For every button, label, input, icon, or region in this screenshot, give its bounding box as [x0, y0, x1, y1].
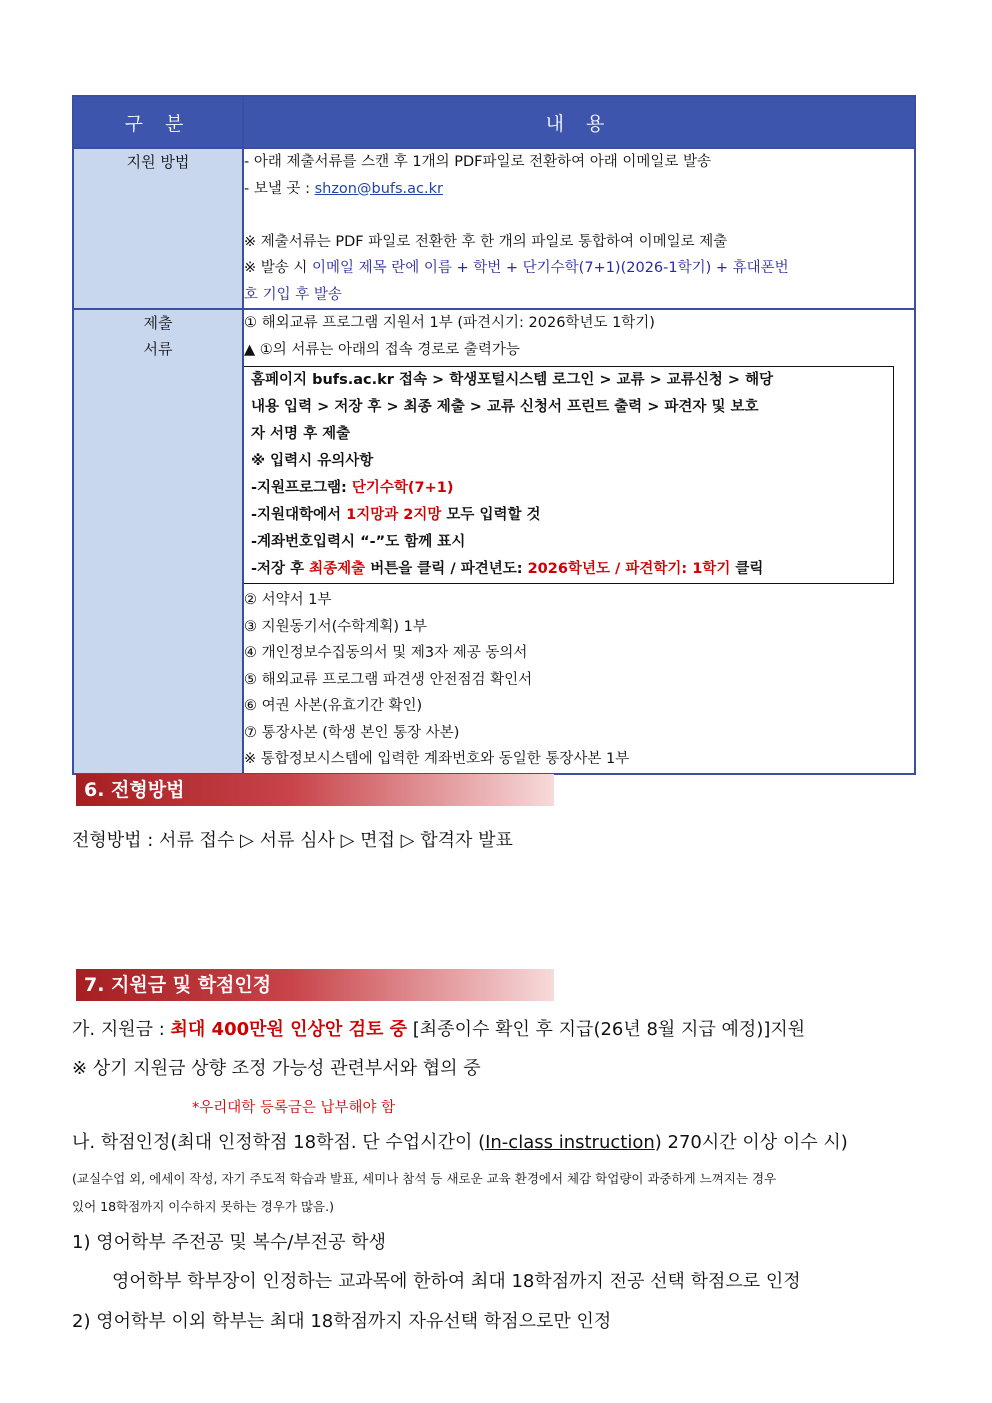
funding-note: ※ 상기 지원금 상향 조정 가능성 관련부서와 협의 중 [72, 1058, 481, 1079]
selection-process-text: 전형방법 : 서류 접수 ▷ 서류 심사 ▷ 면접 ▷ 합격자 발표 [72, 830, 513, 851]
email-link[interactable]: shzon@bufs.ac.kr [314, 180, 443, 197]
doc-item-4: ④ 개인정보수집동의서 및 제3자 제공 동의서 [244, 645, 528, 661]
box-line-7: -계좌번호입력시 “-”도 함께 표시 [251, 534, 466, 550]
box-line-2: 내용 입력 > 저장 후 > 최종 제출 > 교류 신청서 프린트 출력 > 파견자 및 보호 [251, 399, 759, 415]
header-category: 구 분 [73, 96, 243, 148]
row-label-application-method: 지원 방법 [73, 148, 243, 309]
table-row-documents [73, 309, 915, 774]
tuition-note: *우리대학 등록금은 납부해야 함 [192, 1100, 396, 1116]
funding-prefix: 가. 지원금 : [72, 1019, 171, 1040]
note-prefix: ※ 발송 시 [244, 260, 312, 276]
box-line-8 [251, 556, 887, 583]
method-line-1: - 아래 제출서류를 스캔 후 1개의 PDF파일로 전환하여 아래 이메일로 발송 [244, 154, 711, 170]
table-row-application-method [73, 148, 915, 309]
portal-instructions-box [242, 366, 894, 584]
doc-item-1-note: ▲ ①의 서류는 아래의 접속 경로로 출력가능 [244, 341, 520, 358]
box-line-3: 자 서명 후 제출 [251, 426, 351, 442]
method-line-2 [244, 176, 914, 203]
method-note-2 [244, 255, 914, 282]
in-class-instruction: In-class instruction [485, 1132, 655, 1153]
box-line-4: ※ 입력시 유의사항 [251, 453, 374, 469]
table-header-row [73, 96, 915, 148]
row-content-documents [243, 309, 915, 774]
email-subject-rule: 이메일 제목 란에 이름 + 학번 + 단기수학(7+1)(2026-1학기) + 휴대폰번 [312, 260, 789, 276]
box-line-5 [251, 475, 887, 502]
method-note-2-cont: 호 기입 후 발송 [244, 286, 342, 303]
funding-amount: 최대 400만원 인상안 검토 중 [170, 1019, 408, 1040]
section-6-heading: 6. 전형방법 [76, 774, 554, 806]
year-semester-value: 2026학년도 / 파견학기: 1학기 [527, 561, 731, 577]
box-line-6 [251, 502, 887, 529]
header-content: 내 용 [243, 96, 915, 148]
final-submit-label: 최종제출 [309, 561, 366, 577]
doc-item-3: ③ 지원동기서(수학계획) 1부 [244, 618, 427, 635]
program-label: -지원프로그램: [251, 480, 352, 496]
univ-label: -지원대학에서 [251, 507, 347, 523]
credit-item-1-text: 영어학부 학부장이 인정하는 교과목에 한하여 최대 18학점까지 전공 선택 학점으로 인정 [112, 1271, 801, 1292]
year-label: 버튼을 클릭 / 파견년도: [365, 561, 528, 577]
method-note-1: ※ 제출서류는 PDF 파일로 전환한 후 한 개의 파일로 통합하여 이메일로 제출 [244, 233, 728, 250]
application-info-table [72, 95, 916, 775]
save-label: -저장 후 [251, 561, 310, 577]
label-line-1: 제출 [143, 314, 173, 332]
doc-item-7-note: ※ 통합정보시스템에 입력한 계좌번호와 동일한 통장사본 1부 [244, 751, 630, 767]
box-line-1: 홈페이지 bufs.ac.kr 접속 > 학생포털시스템 로그인 > 교류 > 교류신청 > 해당 [251, 372, 774, 388]
click-label: 클릭 [730, 561, 764, 577]
credit-suffix: ) 270시간 이상 이수 시) [654, 1132, 848, 1153]
credit-item-2: 2) 영어학부 이외 학부는 최대 18학점까지 자유선택 학점으로만 인정 [72, 1311, 612, 1332]
section-7-heading: 7. 지원금 및 학점인정 [76, 969, 554, 1001]
doc-item-5: ⑤ 해외교류 프로그램 파견생 안전점검 확인서 [244, 671, 533, 688]
credit-item-1-title: 1) 영어학부 주전공 및 복수/부전공 학생 [72, 1232, 386, 1253]
doc-item-2: ② 서약서 1부 [244, 592, 332, 608]
blank-line [244, 202, 914, 229]
funding-suffix: [최종이수 확인 후 지급(26년 8월 지급 예정)]지원 [407, 1019, 806, 1040]
credit-prefix: 나. 학점인정(최대 인정학점 18학점. 단 수업시간이 ( [72, 1132, 486, 1153]
credit-note-2: 있어 18학점까지 이수하지 못하는 경우가 많음.) [72, 1199, 334, 1214]
univ-choices: 1지망과 2지망 [346, 507, 442, 523]
funding-line [72, 1015, 805, 1041]
doc-item-1: ① 해외교류 프로그램 지원서 1부 (파견시기: 2026학년도 1학기) [244, 315, 655, 331]
univ-suffix: 모두 입력할 것 [441, 507, 541, 523]
doc-item-6: ⑥ 여권 사본(유효기간 확인) [244, 698, 423, 714]
credit-note-1: (교실수업 외, 에세이 작성, 자기 주도적 학습과 발표, 세미나 참석 등 새로운 교육 환경에서 체감 학업량이 과중하게 느껴지는 경우 [72, 1171, 777, 1186]
row-content-application-method [243, 148, 915, 309]
doc-item-7: ⑦ 통장사본 (학생 본인 통장 사본) [244, 724, 460, 741]
credit-line [72, 1128, 848, 1154]
send-to-label: - 보낼 곳 : [244, 180, 315, 197]
program-value: 단기수학(7+1) [351, 480, 454, 496]
label-line-2: 서류 [143, 340, 173, 358]
row-label-documents [73, 309, 243, 774]
